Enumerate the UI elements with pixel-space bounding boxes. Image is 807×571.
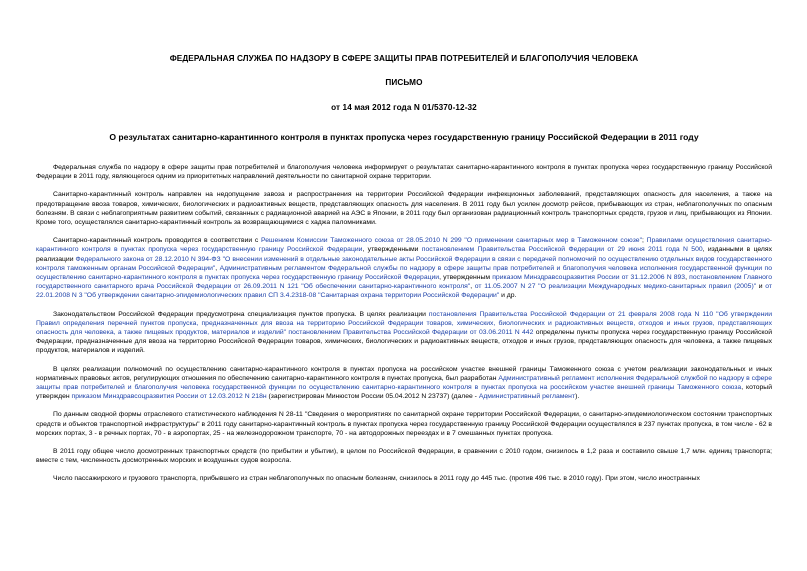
link-government-resolution-500[interactable]: постановлением Правительства Российской Федерации от 29 июня 2011 года N 500 (421, 246, 703, 254)
paragraph-8: Число пассажирского и грузового транспорта, прибывшего из стран неблагополучных по опасным болезням, снизилось в 2011 году до 445 тыс. (против 496 тыс. в 2010 году). При этом, число иностранных (53, 475, 700, 483)
text: , который утвержден (36, 384, 772, 401)
link-resolution-27[interactable]: от 11.05.2007 N 27 "О реализации Международных медико-санитарных правил (2005)" (474, 283, 757, 291)
link-control-rules[interactable]: Правилами осуществления санитарно-карантинного контроля в пунктах пропуска через государственную границу Российской Федерации (36, 237, 773, 254)
link-customs-union-decision-299[interactable]: Решением Комиссии Таможенного союза от 28.05.2010 N 299 "О применении санитарных мер в Таможенном союзе" (260, 237, 642, 245)
paragraph-5 (36, 365, 772, 402)
text: , (470, 283, 475, 291)
issuing-organization: ФЕДЕРАЛЬНАЯ СЛУЖБА ПО НАДЗОРУ В СФЕРЕ ЗАЩИТЫ ПРАВ ПОТРЕБИТЕЛЕЙ И БЛАГОПОЛУЧИЯ ЧЕЛОВЕКА (169, 54, 639, 63)
link-administrative-regulation-short[interactable]: Административный регламент (478, 393, 576, 401)
document-type: ПИСЬМО (385, 78, 423, 87)
text: определены пункты пропуска через государственную границу Российской Федерации, предназначенные для ввоза на территорию Российской Федерации товаров, химических, биологических и радиоактивных веществ, отходов и иных грузов, представляющих опасность для человека, а также пищевых продуктов, материалов и изделий. (36, 329, 773, 355)
paragraph-7: В 2011 году общее число досмотренных транспортных средств (по прибытии и убытии), в целом по Российской Федерации, в сравнении с 2010 годом, снизилось в 1,2 раза и составило свыше 1,7 млн. единиц транспорта; вместе с тем, численность досмотренных морских и воздушных судов возросла. (36, 448, 772, 465)
document-subject: О результатах санитарно-карантинного контроля в пунктах пропуска через государственную границу Российской Федерации в 2011 году (109, 132, 699, 142)
text: , (215, 264, 220, 272)
text: , (685, 274, 690, 282)
text: Санитарно-карантинный контроль проводится в соответствии с (53, 237, 261, 245)
link-government-resolution-110[interactable]: постановления Правительства Российской Федерации от 21 февраля 2008 года N 110 "Об утверждении Правил определения перечней пунктов пропуска, предназначенных для ввоза на территорию Российской Федерации товаров, химических, биологических и радиоактивных веществ, отходов и иных грузов, представляющих опасность для человека, а также пищевых продуктов, материалов и изделий" (36, 310, 772, 337)
text: , утвержденными (362, 246, 422, 254)
document-date-number: от 14 мая 2012 года N 01/5370-12-32 (331, 103, 477, 112)
text: Законодательством Российской Федерации предусмотрена специализация пунктов пропуска. В целях реализации (53, 310, 429, 318)
paragraph-3 (36, 236, 772, 300)
link-order-218n[interactable]: приказом Минздравсоцразвития России от 12.03.2012 N 218н (71, 393, 267, 401)
link-administrative-regulation[interactable]: Административный регламент исполнения Федеральной службой по надзору в сфере защиты прав потребителей и благополучия человека государственной функции по осуществлению санитарно-карантинного контроля в пунктах пропуска на российском участке внешней границы Таможенного союза (36, 374, 772, 392)
text: и др. (499, 292, 517, 300)
text: , утвержденным (439, 274, 493, 282)
link-administrative-regulation-2006[interactable]: Административным регламентом Федеральной службы по надзору в сфере защиты прав потребителей и благополучия человека исполнения государственной функции по осуществлению санитарно-карантинного контроля в пунктах пропуска через государственную границу Российской Федерации (36, 264, 772, 282)
link-resolution-121[interactable]: постановлением Главного государственного санитарного врача Российской Федерации от 26.09.2011 N 121 "Об обеспечении санитарно-карантинного контроля" (36, 274, 772, 291)
text: и (756, 283, 766, 291)
paragraph-1: Федеральная служба по надзору в сфере защиты прав потребителей и благополучия человека информирует о результатах санитарно-карантинного контроля в пунктах пропуска через государственную границу Российской Федерации в 2011 году, являющегося одним из приоритетных направлений деятельности по санитарной охране территории. (36, 164, 772, 181)
text: ; (642, 237, 647, 245)
link-government-resolution-442[interactable]: постановлением Правительства Российской Федерации от 03.06.2011 N 442 (288, 329, 534, 337)
link-federal-law-394[interactable]: Федерального закона от 28.12.2010 N 394-ФЗ "О внесении изменений в отдельные законодательные акты Российской Федерации в связи с передачей полномочий по осуществлению отдельных видов государственного контроля таможенным органам Российской Федерации" (36, 255, 772, 272)
text: В целях реализации полномочий по осуществлению санитарно-карантинного контроля в пунктах пропуска на российском участке внешней границы Таможенного союза с учетом реализации законодательных и иных нормативных правовых актов, регулирующих отношения по обеспечению санитарно-карантинного контроля в пунктах пропуска, был разработан (36, 365, 772, 382)
text: ). (575, 393, 580, 401)
link-order-893[interactable]: приказом Минздравсоцразвития России от 31.12.2006 N 893 (492, 274, 686, 282)
paragraph-4 (36, 310, 772, 356)
paragraph-6: По данным сводной формы отраслевого статистического наблюдения N 28-11 "Сведения о мероприятиях по санитарной охране территории Российской Федерации, о санитарно-эпидемиологическом состоянии транспортных средств и объектов транспортной инфраструктуры" в 2011 году санитарно-карантинный контроль в пунктах пропуска через государственную границу Российской Федерации осуществлялся в 237 пунктах пропуска, в том числе - 62 в морских портах, 3 - в речных портах, 70 - в аэропортах, 25 - на железнодорожном транспорте, 70 - на автодорожных переездах и в 7 смешанных пунктах пропуска. (36, 411, 772, 437)
paragraph-2: Санитарно-карантинный контроль направлен на недопущение завоза и распространения на территории Российской Федерации инфекционных заболеваний, представляющих опасность для населения, а также на предотвращение ввоза товаров, химических, биологических и радиоактивных веществ, представляющих опасность для населения. В 2011 году был усилен досмотр рейсов, прибывающих из стран, неблагополучных по опасным болезням. В связи с неблагоприятным развитием событий, связанных с радиационной аварией на АЭС в Японии, в 2011 году был организован радиационный контроль транспортных средств, грузов и лиц, прибывающих из Японии. Кроме того, осуществлялся санитарно-карантинный контроль за возвращающимися с хаджа паломниками. (36, 191, 772, 227)
text: , изданными в целях реализации (36, 246, 772, 263)
text: (зарегистрирован Минюстом России 05.04.2012 N 23737) (далее - (266, 393, 479, 401)
link-resolution-3[interactable]: от 22.01.2008 N 3 "Об утверждении санитарно-эпидемиологических правил СП 3.4.2318-08 "Санитарная охрана территории Российской Федерации" (36, 283, 773, 300)
